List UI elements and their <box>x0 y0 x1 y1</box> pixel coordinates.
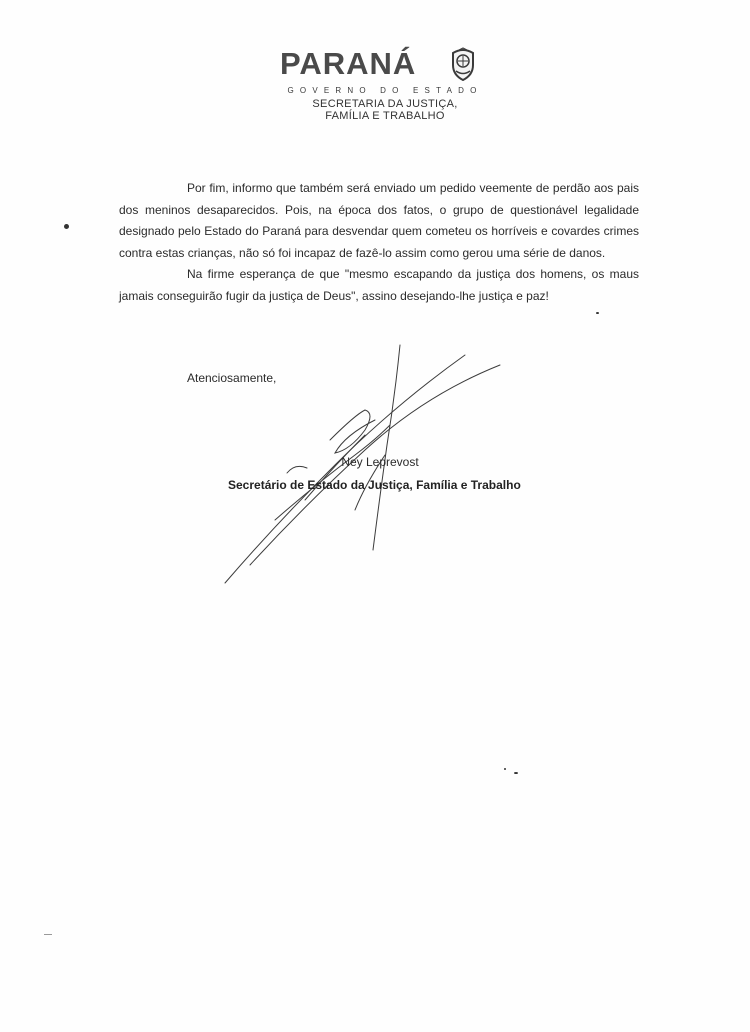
government-line: GOVERNO DO ESTADO <box>287 86 483 95</box>
letter-body <box>119 178 639 307</box>
state-crest-icon <box>450 47 476 81</box>
secretariat-line-1: SECRETARIA DA JUSTIÇA, <box>312 98 458 110</box>
secretariat-line-2: FAMÍLIA E TRABALHO <box>325 110 445 122</box>
closing-salutation: Atenciosamente, <box>187 371 277 385</box>
scan-speck <box>596 312 599 314</box>
brand-wordmark: PARANÁ <box>280 46 417 81</box>
scan-speck <box>64 224 69 229</box>
signer-name: Ney Leprevost <box>341 455 419 469</box>
signer-title: Secretário de Estado da Justiça, Família e Trabalho <box>228 478 521 492</box>
scan-speck <box>44 934 52 935</box>
body-paragraph-2: Na firme esperança de que "mesmo escapando da justiça dos homens, os maus jamais conseguirão fugir da justiça de Deus", assino desejando-lhe justiça e paz! <box>119 267 639 303</box>
scan-speck <box>504 768 506 770</box>
scan-speck <box>514 772 518 774</box>
body-paragraph-1: Por fim, informo que também será enviado um pedido veemente de perdão aos pais dos meninos desaparecidos. Pois, na época dos fatos, o grupo de questionável legalidade designado pelo Estado do Paraná para desvendar quem cometeu os horríveis e covardes crimes contra estas crianças, não só foi incapaz de fazê-lo assim como gerou uma série de danos. <box>119 181 639 260</box>
letterhead <box>270 30 500 125</box>
